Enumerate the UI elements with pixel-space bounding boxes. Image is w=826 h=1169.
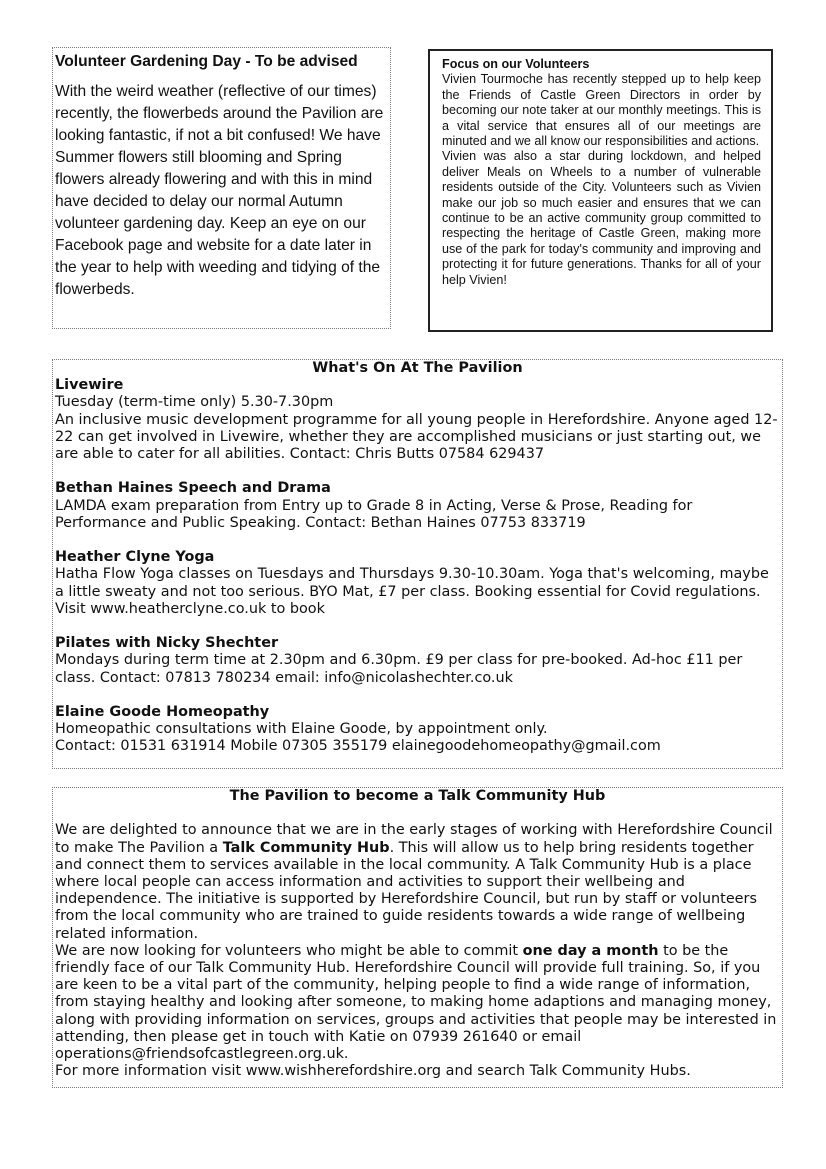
hub-paragraph-1 [55, 822, 780, 942]
gardening-day-box [52, 47, 391, 329]
hub-p1-text: We are delighted to announce that we are in the early stages of working with Herefordshire Council to make The Pavilion a [55, 822, 773, 856]
volunteers-focus-box [428, 49, 773, 332]
activity-homeopathy [55, 704, 780, 756]
hub-p1-text-end: . This will allow us to help bring residents together and connect them to services available in the local community. A Talk Community Hub is a place where local people can access information and activities to support their wellbeing and independence. The initiative is supported by Herefordshire Council, but run by staff or volunteers from the local community who are trained to guide residents towards a wide range of wellbeing related information. [55, 839, 757, 942]
hub-title: The Pavilion to become a Talk Community Hub [229, 788, 606, 804]
talk-community-hub-box [52, 787, 783, 1088]
whats-on-box [52, 359, 783, 769]
activity-name: Elaine Goode Homeopathy [55, 704, 270, 720]
activity-schedule: Tuesday (term-time only) 5.30-7.30pm [55, 394, 334, 411]
hub-p2-text: We are now looking for volunteers who might be able to commit [55, 942, 523, 959]
activity-description: Mondays during term time at 2.30pm and 6.30pm. £9 per class for pre-booked. Ad-hoc £11 per class. Contact: 07813 780234 email: info@nicolashechter.co.uk [55, 652, 743, 686]
activity-name: Heather Clyne Yoga [55, 549, 215, 566]
activity-name: Pilates with Nicky Shechter [55, 635, 279, 652]
activity-name: Livewire [55, 377, 124, 394]
gardening-day-body: With the weird weather (reflective of our times) recently, the flowerbeds around the Pavilion are looking fantastic, if not a bit confused! We have Summer flowers still blooming and Spring flowers already flowering and with this in mind have decided to delay our normal Autumn volunteer gardening day. Keep an eye on our Facebook page and website for a date later in the year to help with weeding and tidying of the flowerbeds. [55, 83, 384, 298]
hub-paragraph-3: For more information visit www.wishherefordshire.org and search Talk Community Hubs. [55, 1063, 691, 1080]
activity-description: Hatha Flow Yoga classes on Tuesdays and Thursdays 9.30-10.30am. Yoga that's welcoming, maybe a little sweaty and not too serious. BYO Mat, £7 per class. Booking essential for Covid regulations. Visit www.heatherclyne.co.uk to book [55, 566, 769, 617]
hub-p1-bold: Talk Community Hub [222, 839, 390, 856]
activity-speech-drama [55, 480, 780, 532]
activity-description: An inclusive music development programme for all young people in Herefordshire. Anyone aged 12-22 can get involved in Livewire, whether they are accomplished musicians or just starting out, we are able to cater for all abilities. Contact: Chris Butts 07584 629437 [55, 411, 778, 463]
activity-pilates [55, 635, 780, 687]
whats-on-title: What's On At The Pavilion [312, 360, 523, 376]
activity-contact: Contact: 01531 631914 Mobile 07305 355179 elainegoodehomeopathy@gmail.com [55, 738, 661, 755]
activity-description: LAMDA exam preparation from Entry up to Grade 8 in Acting, Verse & Prose, Reading for Performance and Public Speaking. Contact: Bethan Haines 07753 833719 [55, 497, 693, 531]
hub-p2-bold: one day a month [522, 942, 659, 959]
volunteers-focus-title: Focus on our Volunteers [442, 57, 590, 71]
hub-spacer [55, 805, 780, 822]
hub-paragraph-2 [55, 943, 780, 1063]
gardening-day-title: Volunteer Gardening Day - To be advised [55, 53, 358, 70]
activity-description: Homeopathic consultations with Elaine Goode, by appointment only. [55, 721, 548, 738]
activity-name: Bethan Haines Speech and Drama [55, 480, 331, 497]
volunteers-paragraph-1: Vivien Tourmoche has recently stepped up to help keep the Friends of Castle Green Directors in order by becoming our note taker at our monthly meetings. This is a vital service that ensures all of our meetings are minuted and we all know our responsibilities and actions. [442, 72, 761, 149]
hub-p2-text-end: to be the friendly face of our Talk Community Hub. Herefordshire Council will provide full training. So, if you are keen to be a vital part of the community, helping people to find a wide range of information, from staying healthy and looking after someone, to making home adaptions and managing money, along with providing information on services, groups and activities that people may be interested in attending, then please get in touch with Katie on 07939 261640 or email operations@friendsofcastlegreen.org.uk. [55, 942, 777, 1063]
volunteers-paragraph-2: Vivien was also a star during lockdown, and helped deliver Meals on Wheels to a number of vulnerable residents outside of the City. Volunteers such as Vivien make our job so much easier and ensures that we can continue to be an active community group committed to respecting the heritage of Castle Green, making more use of the park for today's community and improving and protecting it for future generations. Thanks for all of your help Vivien! [442, 149, 761, 287]
activity-yoga [55, 549, 780, 618]
activity-livewire [55, 377, 780, 463]
